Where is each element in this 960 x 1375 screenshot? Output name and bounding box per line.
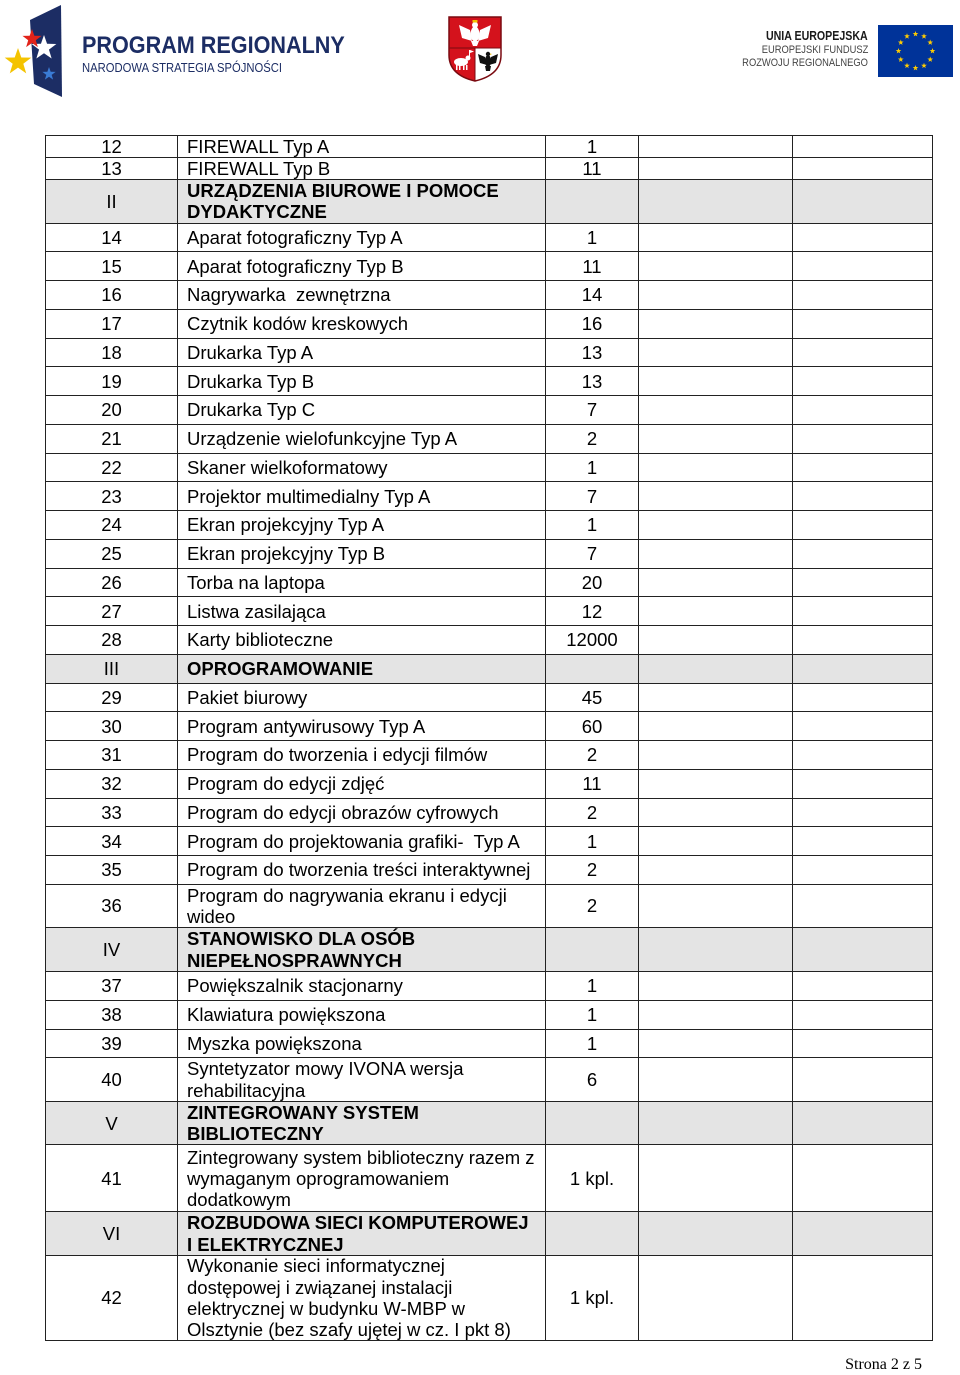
section-row: [46, 655, 933, 684]
table-row: [46, 158, 933, 180]
item-number-cell: 32: [46, 770, 178, 798]
empty-cell: [793, 1102, 933, 1145]
item-name-cell: Program do tworzenia treści interaktywnej: [178, 856, 546, 884]
empty-cell: [793, 655, 933, 683]
empty-cell: [793, 684, 933, 712]
empty-cell: [793, 1058, 933, 1101]
item-quantity-cell: 2: [546, 885, 639, 928]
empty-cell: [639, 885, 793, 928]
section-row: [46, 180, 933, 224]
empty-cell: [793, 367, 933, 395]
empty-cell: [793, 1212, 933, 1255]
empty-cell: [793, 712, 933, 740]
program-logo-title: PROGRAM REGIONALNY: [82, 32, 345, 59]
empty-cell: [793, 1256, 933, 1340]
item-name-cell: Karty biblioteczne: [178, 626, 546, 654]
empty-cell: [793, 799, 933, 827]
item-number-cell: 18: [46, 339, 178, 367]
item-name-cell: Powiększalnik stacjonarny: [178, 972, 546, 1000]
item-name-cell: Program do tworzenia i edycji filmów: [178, 741, 546, 769]
item-number-cell: 20: [46, 396, 178, 424]
item-quantity-cell: 1: [546, 1030, 639, 1058]
empty-cell: [639, 281, 793, 309]
empty-cell: [639, 224, 793, 252]
empty-cell: [793, 180, 933, 223]
item-name-cell: Skaner wielkoformatowy: [178, 454, 546, 482]
item-number-cell: 14: [46, 224, 178, 252]
section-title-cell: ROZBUDOWA SIECI KOMPUTEROWEJ I ELEKTRYCZNEJ: [178, 1212, 546, 1255]
item-name-cell: Syntetyzator mowy IVONA wersja rehabilitacyjna: [178, 1058, 546, 1101]
empty-cell: [793, 396, 933, 424]
table-row: [46, 885, 933, 929]
empty-cell: [793, 339, 933, 367]
item-number-cell: 34: [46, 827, 178, 855]
table-row: [46, 712, 933, 741]
empty-cell: [639, 1058, 793, 1101]
section-row: [46, 1212, 933, 1256]
item-number-cell: 39: [46, 1030, 178, 1058]
empty-cell: [793, 224, 933, 252]
table-row: [46, 339, 933, 368]
empty-cell: [639, 511, 793, 539]
empty-cell: [793, 310, 933, 338]
item-quantity-cell: [546, 180, 639, 223]
item-quantity-cell: 11: [546, 252, 639, 280]
empty-cell: [639, 684, 793, 712]
empty-cell: [639, 310, 793, 338]
empty-cell: [793, 827, 933, 855]
item-number-cell: 33: [46, 799, 178, 827]
program-regionalny-logo-icon: [4, 4, 64, 98]
empty-cell: [639, 928, 793, 971]
table-row: [46, 367, 933, 396]
empty-cell: [639, 626, 793, 654]
empty-cell: [793, 928, 933, 971]
item-quantity-cell: 13: [546, 367, 639, 395]
empty-cell: [639, 856, 793, 884]
eu-logo-line-2: EUROPEJSKI FUNDUSZ: [761, 44, 868, 56]
item-number-cell: 24: [46, 511, 178, 539]
table-row: [46, 1030, 933, 1059]
item-quantity-cell: [546, 928, 639, 971]
item-name-cell: Urządzenie wielofunkcyjne Typ A: [178, 425, 546, 453]
item-quantity-cell: 11: [546, 158, 639, 179]
empty-cell: [639, 339, 793, 367]
empty-cell: [639, 597, 793, 625]
empty-cell: [639, 972, 793, 1000]
empty-cell: [793, 511, 933, 539]
item-quantity-cell: 6: [546, 1058, 639, 1101]
table-row: [46, 540, 933, 569]
eu-logo-line-3: ROZWOJU REGIONALNEGO: [742, 57, 868, 69]
empty-cell: [639, 770, 793, 798]
item-name-cell: Projektor multimedialny Typ A: [178, 482, 546, 510]
item-name-cell: Aparat fotograficzny Typ A: [178, 224, 546, 252]
empty-cell: [639, 799, 793, 827]
empty-cell: [793, 1001, 933, 1029]
item-quantity-cell: 7: [546, 396, 639, 424]
item-number-cell: 25: [46, 540, 178, 568]
empty-cell: [639, 136, 793, 157]
empty-cell: [793, 856, 933, 884]
item-name-cell: Drukarka Typ A: [178, 339, 546, 367]
section-title-cell: ZINTEGROWANY SYSTEM BIBLIOTECZNY: [178, 1102, 546, 1145]
item-quantity-cell: 2: [546, 425, 639, 453]
item-quantity-cell: 2: [546, 799, 639, 827]
item-quantity-cell: [546, 1102, 639, 1145]
coat-of-arms-icon: [447, 15, 503, 83]
empty-cell: [639, 396, 793, 424]
item-name-cell: Pakiet biurowy: [178, 684, 546, 712]
item-quantity-cell: 1: [546, 972, 639, 1000]
table-row: [46, 281, 933, 310]
item-quantity-cell: 1 kpl.: [546, 1145, 639, 1211]
item-number-cell: 29: [46, 684, 178, 712]
item-name-cell: Program do projektowania grafiki- Typ A: [178, 827, 546, 855]
item-quantity-cell: 11: [546, 770, 639, 798]
item-number-cell: 23: [46, 482, 178, 510]
item-name-cell: Wykonanie sieci informatycznej dostępowej i związanej instalacji elektrycznej w budynku W-MBP w Olsztynie (bez szafy ujętej w cz. I pkt 8): [178, 1256, 546, 1340]
item-number-cell: 41: [46, 1145, 178, 1211]
table-row: [46, 770, 933, 799]
item-quantity-cell: [546, 655, 639, 683]
item-quantity-cell: 12000: [546, 626, 639, 654]
item-name-cell: Zintegrowany system biblioteczny razem z wymaganym oprogramowaniem dodatkowym: [178, 1145, 546, 1211]
item-name-cell: Program do nagrywania ekranu i edycji wideo: [178, 885, 546, 928]
section-title-cell: STANOWISKO DLA OSÓB NIEPEŁNOSPRAWNYCH: [178, 928, 546, 971]
table-row: [46, 511, 933, 540]
section-row: [46, 1102, 933, 1146]
item-number-cell: 26: [46, 569, 178, 597]
table-row: [46, 136, 933, 158]
item-number-cell: 35: [46, 856, 178, 884]
item-number-cell: 38: [46, 1001, 178, 1029]
item-quantity-cell: [546, 1212, 639, 1255]
empty-cell: [639, 425, 793, 453]
item-number-cell: 19: [46, 367, 178, 395]
empty-cell: [793, 770, 933, 798]
item-name-cell: Program do edycji zdjęć: [178, 770, 546, 798]
item-name-cell: Listwa zasilająca: [178, 597, 546, 625]
empty-cell: [793, 972, 933, 1000]
item-number-cell: 16: [46, 281, 178, 309]
item-name-cell: Aparat fotograficzny Typ B: [178, 252, 546, 280]
empty-cell: [793, 597, 933, 625]
empty-cell: [639, 569, 793, 597]
eu-flag-icon: [878, 25, 953, 77]
empty-cell: [793, 281, 933, 309]
empty-cell: [639, 1102, 793, 1145]
item-quantity-cell: 60: [546, 712, 639, 740]
item-quantity-cell: 2: [546, 856, 639, 884]
section-number-cell: IV: [46, 928, 178, 971]
section-number-cell: V: [46, 1102, 178, 1145]
table-row: [46, 1145, 933, 1212]
empty-cell: [793, 741, 933, 769]
empty-cell: [639, 454, 793, 482]
table-row: [46, 482, 933, 511]
empty-cell: [639, 482, 793, 510]
empty-cell: [793, 540, 933, 568]
empty-cell: [639, 1145, 793, 1211]
empty-cell: [639, 712, 793, 740]
section-number-cell: VI: [46, 1212, 178, 1255]
item-number-cell: 12: [46, 136, 178, 157]
item-name-cell: Ekran projekcyjny Typ A: [178, 511, 546, 539]
empty-cell: [793, 136, 933, 157]
table-row: [46, 396, 933, 425]
empty-cell: [639, 158, 793, 179]
item-quantity-cell: 45: [546, 684, 639, 712]
section-number-cell: II: [46, 180, 178, 223]
table-row: [46, 684, 933, 713]
item-number-cell: 42: [46, 1256, 178, 1340]
section-title-cell: URZĄDZENIA BIUROWE I POMOCE DYDAKTYCZNE: [178, 180, 546, 223]
page-number: Strona 2 z 5: [845, 1356, 922, 1373]
item-quantity-cell: 7: [546, 540, 639, 568]
empty-cell: [793, 454, 933, 482]
empty-cell: [793, 1145, 933, 1211]
empty-cell: [793, 252, 933, 280]
item-number-cell: 17: [46, 310, 178, 338]
item-name-cell: Drukarka Typ B: [178, 367, 546, 395]
item-quantity-cell: 1: [546, 1001, 639, 1029]
empty-cell: [793, 626, 933, 654]
item-quantity-cell: 16: [546, 310, 639, 338]
empty-cell: [639, 1001, 793, 1029]
table-row: [46, 741, 933, 770]
item-name-cell: FIREWALL Typ B: [178, 158, 546, 179]
table-row: [46, 1256, 933, 1341]
table-row: [46, 856, 933, 885]
table-row: [46, 597, 933, 626]
empty-cell: [639, 367, 793, 395]
empty-cell: [793, 885, 933, 928]
item-number-cell: 28: [46, 626, 178, 654]
table-row: [46, 626, 933, 655]
equipment-table: [45, 135, 933, 1341]
item-name-cell: Torba na laptopa: [178, 569, 546, 597]
item-number-cell: 13: [46, 158, 178, 179]
item-quantity-cell: 7: [546, 482, 639, 510]
item-quantity-cell: 2: [546, 741, 639, 769]
table-row: [46, 1058, 933, 1102]
table-row: [46, 252, 933, 281]
item-number-cell: 30: [46, 712, 178, 740]
table-row: [46, 569, 933, 598]
item-number-cell: 37: [46, 972, 178, 1000]
item-quantity-cell: 1: [546, 511, 639, 539]
item-quantity-cell: 20: [546, 569, 639, 597]
item-quantity-cell: 12: [546, 597, 639, 625]
item-quantity-cell: 14: [546, 281, 639, 309]
table-row: [46, 972, 933, 1001]
item-number-cell: 36: [46, 885, 178, 928]
section-number-cell: III: [46, 655, 178, 683]
item-quantity-cell: 1: [546, 224, 639, 252]
item-name-cell: FIREWALL Typ A: [178, 136, 546, 157]
item-quantity-cell: 1: [546, 136, 639, 157]
table-row: [46, 799, 933, 828]
item-name-cell: Program do edycji obrazów cyfrowych: [178, 799, 546, 827]
empty-cell: [639, 827, 793, 855]
empty-cell: [639, 1212, 793, 1255]
item-name-cell: Program antywirusowy Typ A: [178, 712, 546, 740]
eu-logo-line-1: UNIA EUROPEJSKA: [766, 29, 868, 43]
item-number-cell: 31: [46, 741, 178, 769]
table-row: [46, 310, 933, 339]
item-number-cell: 22: [46, 454, 178, 482]
empty-cell: [639, 540, 793, 568]
empty-cell: [793, 158, 933, 179]
item-name-cell: Czytnik kodów kreskowych: [178, 310, 546, 338]
empty-cell: [639, 1256, 793, 1340]
item-number-cell: 15: [46, 252, 178, 280]
empty-cell: [639, 252, 793, 280]
item-number-cell: 40: [46, 1058, 178, 1101]
empty-cell: [793, 482, 933, 510]
section-row: [46, 928, 933, 972]
item-quantity-cell: 13: [546, 339, 639, 367]
item-name-cell: Klawiatura powiększona: [178, 1001, 546, 1029]
program-logo-subtitle: NARODOWA STRATEGIA SPÓJNOŚCI: [82, 61, 283, 75]
table-row: [46, 827, 933, 856]
item-quantity-cell: 1 kpl.: [546, 1256, 639, 1340]
table-row: [46, 224, 933, 253]
empty-cell: [793, 569, 933, 597]
empty-cell: [793, 425, 933, 453]
table-row: [46, 1001, 933, 1030]
empty-cell: [639, 1030, 793, 1058]
item-name-cell: Myszka powiększona: [178, 1030, 546, 1058]
item-name-cell: Nagrywarka zewnętrzna: [178, 281, 546, 309]
empty-cell: [639, 180, 793, 223]
item-quantity-cell: 1: [546, 454, 639, 482]
item-quantity-cell: 1: [546, 827, 639, 855]
table-row: [46, 425, 933, 454]
item-number-cell: 21: [46, 425, 178, 453]
section-title-cell: OPROGRAMOWANIE: [178, 655, 546, 683]
empty-cell: [639, 655, 793, 683]
item-name-cell: Ekran projekcyjny Typ B: [178, 540, 546, 568]
table-row: [46, 454, 933, 483]
item-name-cell: Drukarka Typ C: [178, 396, 546, 424]
empty-cell: [793, 1030, 933, 1058]
item-number-cell: 27: [46, 597, 178, 625]
empty-cell: [639, 741, 793, 769]
